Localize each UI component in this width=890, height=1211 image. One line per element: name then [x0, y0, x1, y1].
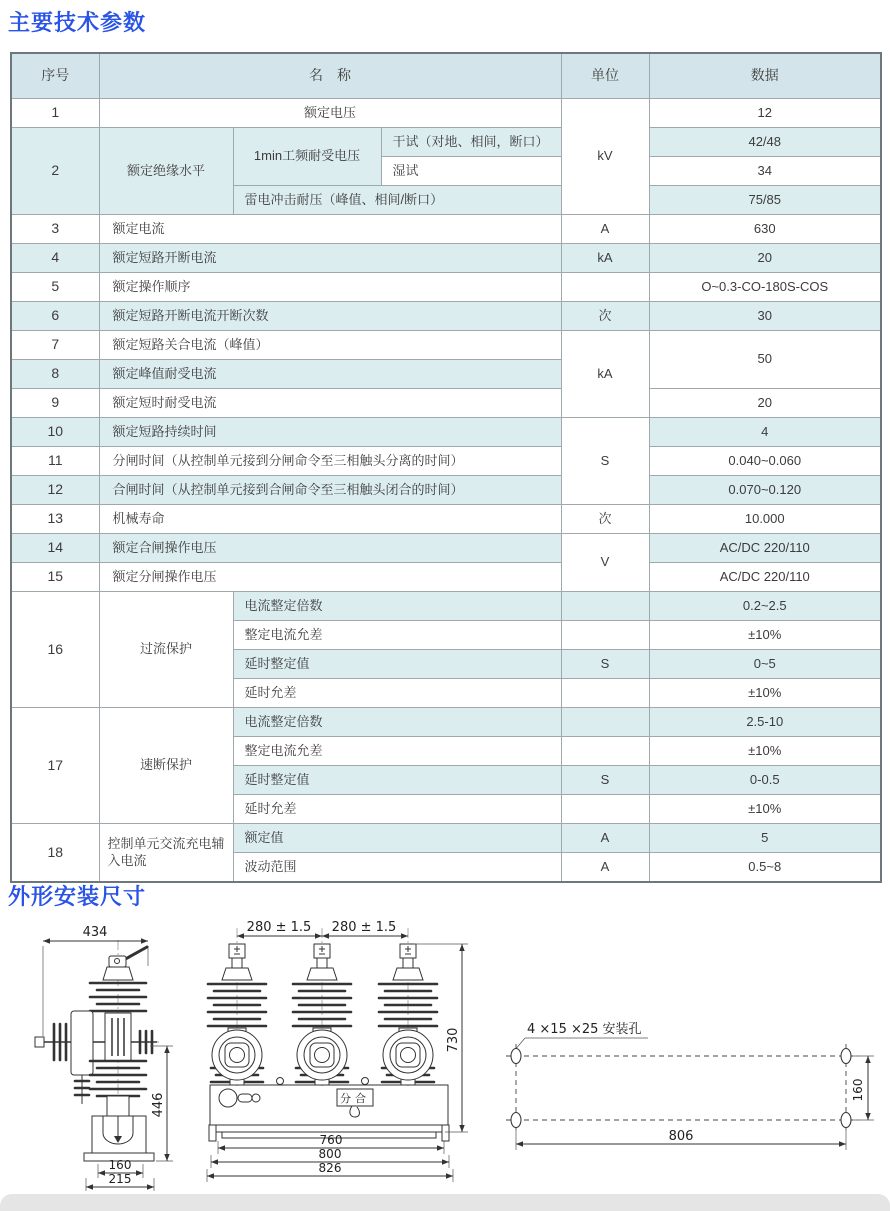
dim-730: 730	[446, 1027, 461, 1053]
cell-name: 额定操作顺序	[99, 273, 561, 302]
header-cell-no: 序号	[11, 53, 99, 99]
cell-no: 7	[11, 331, 99, 360]
mounting-hole-drawing	[506, 1021, 874, 1150]
table-row	[11, 302, 881, 331]
cell-data: 12	[649, 99, 881, 128]
cell-name: 额定合闸操作电压	[99, 534, 561, 563]
front-view-drawing	[207, 920, 468, 1182]
cell-item: 波动范围	[233, 853, 561, 883]
mounting-holes-label: 4 ×15 ×25 安装孔	[527, 1022, 642, 1037]
cell-unit	[561, 737, 649, 766]
cell-name: 过流保护	[99, 592, 233, 708]
cell-no: 11	[11, 447, 99, 476]
cell-data: 0-0.5	[649, 766, 881, 795]
cell-no: 18	[11, 824, 99, 883]
cell-name: 额定短路关合电流（峰值）	[99, 331, 561, 360]
dim-446: 446	[151, 1092, 166, 1118]
cell-no: 8	[11, 360, 99, 389]
cell-data: 34	[649, 157, 881, 186]
table-row	[11, 563, 881, 592]
cell-no: 13	[11, 505, 99, 534]
cell-item: 电流整定倍数	[233, 708, 561, 737]
cell-name: 额定电压	[99, 99, 561, 128]
cell-unit: S	[561, 418, 649, 505]
cell-data: 630	[649, 215, 881, 244]
cell-data: O~0.3-CO-180S-COS	[649, 273, 881, 302]
table-row	[11, 128, 881, 157]
dimension-drawings	[0, 910, 890, 1205]
header-cell-unit: 单位	[561, 53, 649, 99]
cell-no: 6	[11, 302, 99, 331]
cell-unit	[561, 592, 649, 621]
table-row	[11, 447, 881, 476]
cell-unit: S	[561, 650, 649, 679]
header-cell-name: 名 称	[99, 53, 561, 99]
cell-name: 控制单元交流充电辅入电流	[99, 824, 233, 883]
section-title-dimensions: 外形安装尺寸	[8, 884, 147, 909]
mounting-hole	[841, 1049, 851, 1064]
cell-no: 16	[11, 592, 99, 708]
cell-data: ±10%	[649, 795, 881, 824]
cell-item: 电流整定倍数	[233, 592, 561, 621]
cell-item: 整定电流允差	[233, 737, 561, 766]
cell-data: 20	[649, 244, 881, 273]
breaker-pole	[379, 928, 437, 1086]
cell-no: 12	[11, 476, 99, 505]
cell-unit: 次	[561, 505, 649, 534]
cell-name: 分闸时间（从控制单元接到分闸命令至三相触头分离的时间）	[99, 447, 561, 476]
cell-no: 17	[11, 708, 99, 824]
cell-unit: kA	[561, 244, 649, 273]
header-cell-data: 数据	[649, 53, 881, 99]
parameters-table	[10, 52, 882, 883]
mounting-hole	[841, 1113, 851, 1128]
dim-806: 806	[668, 1129, 694, 1144]
cell-subname: 1min工频耐受电压	[233, 128, 381, 186]
cell-unit: 次	[561, 302, 649, 331]
cell-no: 14	[11, 534, 99, 563]
breaker-pole	[208, 928, 266, 1086]
cell-name: 额定短时耐受电流	[99, 389, 561, 418]
cell-data: 50	[649, 331, 881, 389]
cell-data: ±10%	[649, 679, 881, 708]
footer-band	[0, 1194, 890, 1211]
cell-data: 0~5	[649, 650, 881, 679]
cell-data: AC/DC 220/110	[649, 563, 881, 592]
cell-data: ±10%	[649, 737, 881, 766]
dim-160-base: 160	[108, 1158, 132, 1172]
table-row	[11, 476, 881, 505]
table-header-row	[11, 53, 881, 99]
dim-760: 760	[319, 1133, 343, 1147]
cell-name: 额定短路开断电流开断次数	[99, 302, 561, 331]
cell-data: 30	[649, 302, 881, 331]
table-row	[11, 505, 881, 534]
table-row	[11, 708, 881, 737]
dim-215: 215	[108, 1172, 132, 1186]
cell-item: 延时允差	[233, 795, 561, 824]
cell-unit	[561, 679, 649, 708]
table-row	[11, 331, 881, 360]
cell-item: 干试（对地、相间，断口）	[381, 128, 561, 157]
table-row	[11, 592, 881, 621]
dim-160-holes: 160	[851, 1078, 865, 1102]
cell-data: 0.2~2.5	[649, 592, 881, 621]
table-row	[11, 215, 881, 244]
cell-data: 20	[649, 389, 881, 418]
cell-name: 额定分闸操作电压	[99, 563, 561, 592]
cell-item: 延时允差	[233, 679, 561, 708]
table-row	[11, 534, 881, 563]
cell-name: 额定峰值耐受电流	[99, 360, 561, 389]
side-view-drawing	[35, 925, 173, 1191]
section-title-main-params: 主要技术参数	[8, 10, 147, 35]
cell-unit	[561, 621, 649, 650]
cell-item: 整定电流允差	[233, 621, 561, 650]
cell-unit	[561, 795, 649, 824]
breaker-pole	[293, 928, 351, 1086]
cell-name: 额定绝缘水平	[99, 128, 233, 215]
table-row	[11, 389, 881, 418]
cell-name: 速断保护	[99, 708, 233, 824]
dim-280-left: 280 ± 1.5	[246, 920, 312, 935]
dim-826: 826	[318, 1161, 342, 1175]
cell-data: AC/DC 220/110	[649, 534, 881, 563]
table-row	[11, 99, 881, 128]
cell-item: 额定值	[233, 824, 561, 853]
cell-name: 合闸时间（从控制单元接到合闸命令至三相触头闭合的时间）	[99, 476, 561, 505]
dim-434: 434	[82, 925, 108, 940]
dim-800: 800	[318, 1147, 342, 1161]
cell-unit: kA	[561, 331, 649, 418]
cell-data: 10.000	[649, 505, 881, 534]
cell-no: 9	[11, 389, 99, 418]
cell-no: 3	[11, 215, 99, 244]
cell-unit: A	[561, 853, 649, 883]
cell-data: 0.5~8	[649, 853, 881, 883]
cell-unit: A	[561, 824, 649, 853]
table-row	[11, 244, 881, 273]
cell-no: 1	[11, 99, 99, 128]
cell-item: 延时整定值	[233, 650, 561, 679]
cell-data: 2.5-10	[649, 708, 881, 737]
cell-data: 42/48	[649, 128, 881, 157]
cell-data: ±10%	[649, 621, 881, 650]
cell-data: 0.070~0.120	[649, 476, 881, 505]
cell-no: 5	[11, 273, 99, 302]
cell-no: 15	[11, 563, 99, 592]
cell-unit: S	[561, 766, 649, 795]
mounting-hole	[511, 1049, 521, 1064]
cell-item: 湿试	[381, 157, 561, 186]
cell-data: 0.040~0.060	[649, 447, 881, 476]
cell-no: 4	[11, 244, 99, 273]
cell-name: 额定短路持续时间	[99, 418, 561, 447]
cell-no: 10	[11, 418, 99, 447]
dim-280-right: 280 ± 1.5	[331, 920, 397, 935]
cell-unit: kV	[561, 99, 649, 215]
table-row	[11, 418, 881, 447]
cell-unit: A	[561, 215, 649, 244]
cell-no: 2	[11, 128, 99, 215]
table-row	[11, 824, 881, 853]
cell-data: 5	[649, 824, 881, 853]
cell-name: 机械寿命	[99, 505, 561, 534]
cell-item: 延时整定值	[233, 766, 561, 795]
cell-unit: V	[561, 534, 649, 592]
table-row	[11, 273, 881, 302]
cell-unit	[561, 273, 649, 302]
cell-data: 4	[649, 418, 881, 447]
cell-name: 额定短路开断电流	[99, 244, 561, 273]
cell-data: 75/85	[649, 186, 881, 215]
mounting-hole	[511, 1113, 521, 1128]
cell-item: 雷电冲击耐压（峰值、相间/断口）	[233, 186, 561, 215]
cell-unit	[561, 708, 649, 737]
open-close-plate-label: 分合	[340, 1092, 370, 1105]
cell-name: 额定电流	[99, 215, 561, 244]
